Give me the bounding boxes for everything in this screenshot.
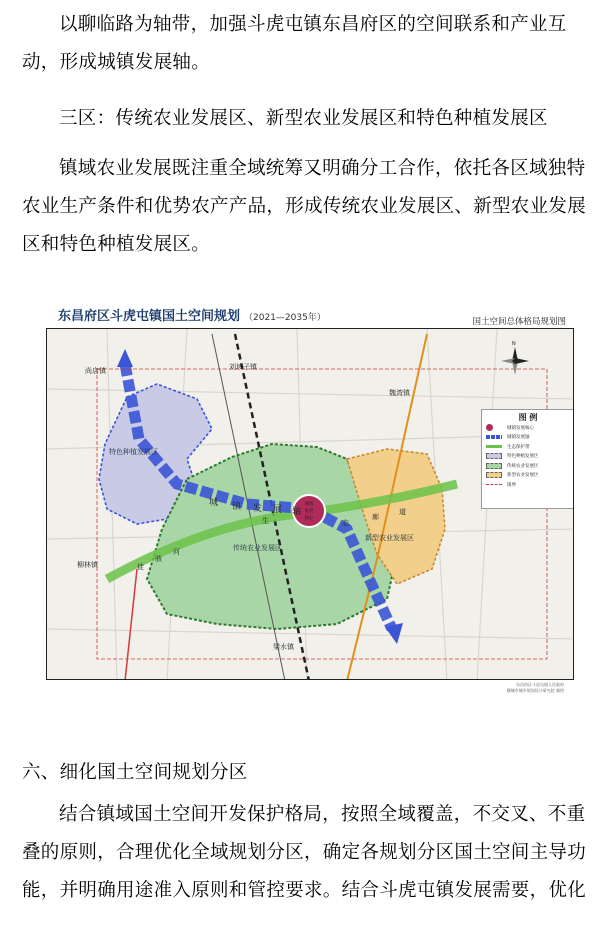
paragraph-three-zones-heading: 三区：传统农业发展区、新型农业发展区和特色种植发展区 bbox=[59, 108, 548, 129]
axis-arrow-north bbox=[117, 349, 133, 367]
credit-line-2: 聊城市城乡规划设计研究院 bbox=[506, 688, 555, 693]
town-liangshui: 梁水镇 bbox=[273, 643, 294, 651]
legend-label: 城镇发展核心 bbox=[507, 425, 534, 431]
town-weiwan: 魏湾镇 bbox=[389, 389, 410, 397]
axis-char-4: 展 bbox=[273, 505, 283, 515]
legend-swatch bbox=[486, 472, 502, 478]
core-label-2: 发展 bbox=[304, 509, 314, 514]
map-legend bbox=[481, 409, 574, 509]
eco-char-6: 廊 bbox=[372, 513, 379, 521]
planning-map-figure bbox=[42, 302, 578, 694]
legend-items bbox=[482, 423, 574, 490]
legend-label: 镇界 bbox=[507, 482, 516, 488]
legend-swatch bbox=[486, 424, 493, 431]
legend-item bbox=[482, 461, 574, 471]
credit-line-1: 东昌府区斗虎屯镇人民政府 bbox=[516, 682, 564, 687]
eco-char-4: 生 bbox=[262, 517, 269, 525]
town-shangdian: 尚店镇 bbox=[85, 367, 106, 375]
axis-char-5: 轴 bbox=[292, 507, 302, 517]
paragraph-zoning: 结合镇域国土空间开发保护格局，按照全域覆盖，不交叉、不重叠的原则，合理优化全域规划分区，确定各规划分区国土空间主导功能，并明确用途准入原则和管控要求。结合斗虎屯镇发展需要，优化 bbox=[22, 804, 587, 901]
map-credit bbox=[507, 682, 564, 694]
new-zone-label: 新型农业发展区 bbox=[365, 534, 414, 542]
red-road bbox=[125, 569, 137, 680]
map-subtitle: 国土空间总体格局规划图 bbox=[472, 317, 566, 327]
eco-char-5: 态 bbox=[342, 519, 349, 527]
section-heading: 六、细化国土空间规划分区 bbox=[22, 762, 248, 783]
eco-char-7: 道 bbox=[399, 508, 406, 516]
eco-char-2: 骇 bbox=[155, 555, 162, 563]
compass-icon bbox=[501, 341, 529, 375]
traditional-zone-label: 传统农业发展区 bbox=[233, 544, 282, 552]
legend-item bbox=[482, 480, 574, 490]
legend-label: 生态保护带 bbox=[507, 444, 530, 450]
paragraph-axis: 以聊临路为轴带，加强斗虎屯镇东昌府区的空间联系和产业互动，形成城镇发展轴。 bbox=[22, 14, 567, 73]
svg-text:N: N bbox=[512, 341, 516, 347]
legend-swatch bbox=[486, 463, 502, 469]
eco-char-3: 河 bbox=[173, 548, 180, 556]
map-title: 东昌府区斗虎屯镇国土空间规划 （2021—2035年） bbox=[58, 309, 326, 324]
map-years: （2021—2035年） bbox=[244, 313, 326, 323]
legend-item bbox=[482, 423, 574, 433]
legend-swatch bbox=[486, 445, 502, 448]
legend-item bbox=[482, 442, 574, 452]
legend-swatch bbox=[486, 453, 502, 459]
paragraph-agriculture: 镇域农业发展既注重全域统筹又明确分工合作，依托各区域独特农业生产条件和优势农产产品，形成传统农业发展区、新型农业发展区和特色种植发展区。 bbox=[22, 158, 587, 255]
town-liugaizi: 刘垓子镇 bbox=[229, 363, 257, 371]
town-liulin: 柳林镇 bbox=[77, 561, 98, 569]
legend-title: 图 例 bbox=[518, 413, 538, 422]
axis-char-3: 发 bbox=[253, 504, 263, 514]
special-zone-label: 特色种植发展区 bbox=[109, 448, 158, 456]
core-label-1: 城镇 bbox=[304, 502, 314, 507]
credit-suffix: 制图 bbox=[556, 688, 564, 693]
map-canvas bbox=[46, 328, 574, 680]
legend-label: 传统农业发展区 bbox=[507, 463, 539, 469]
eco-char-1: 徒 bbox=[137, 563, 144, 571]
axis-char-1: 城 bbox=[209, 498, 219, 508]
axis-char-2: 镇 bbox=[232, 502, 242, 512]
legend-label: 城镇发展轴 bbox=[507, 435, 530, 441]
legend-label: 特色种植发展区 bbox=[507, 454, 539, 460]
legend-swatch bbox=[486, 484, 502, 485]
core-label-3: 核心 bbox=[304, 516, 314, 521]
legend-item bbox=[482, 452, 574, 462]
legend-swatch bbox=[486, 435, 502, 439]
legend-label: 新型农业发展区 bbox=[507, 473, 539, 479]
legend-item bbox=[482, 433, 574, 443]
legend-item bbox=[482, 471, 574, 481]
